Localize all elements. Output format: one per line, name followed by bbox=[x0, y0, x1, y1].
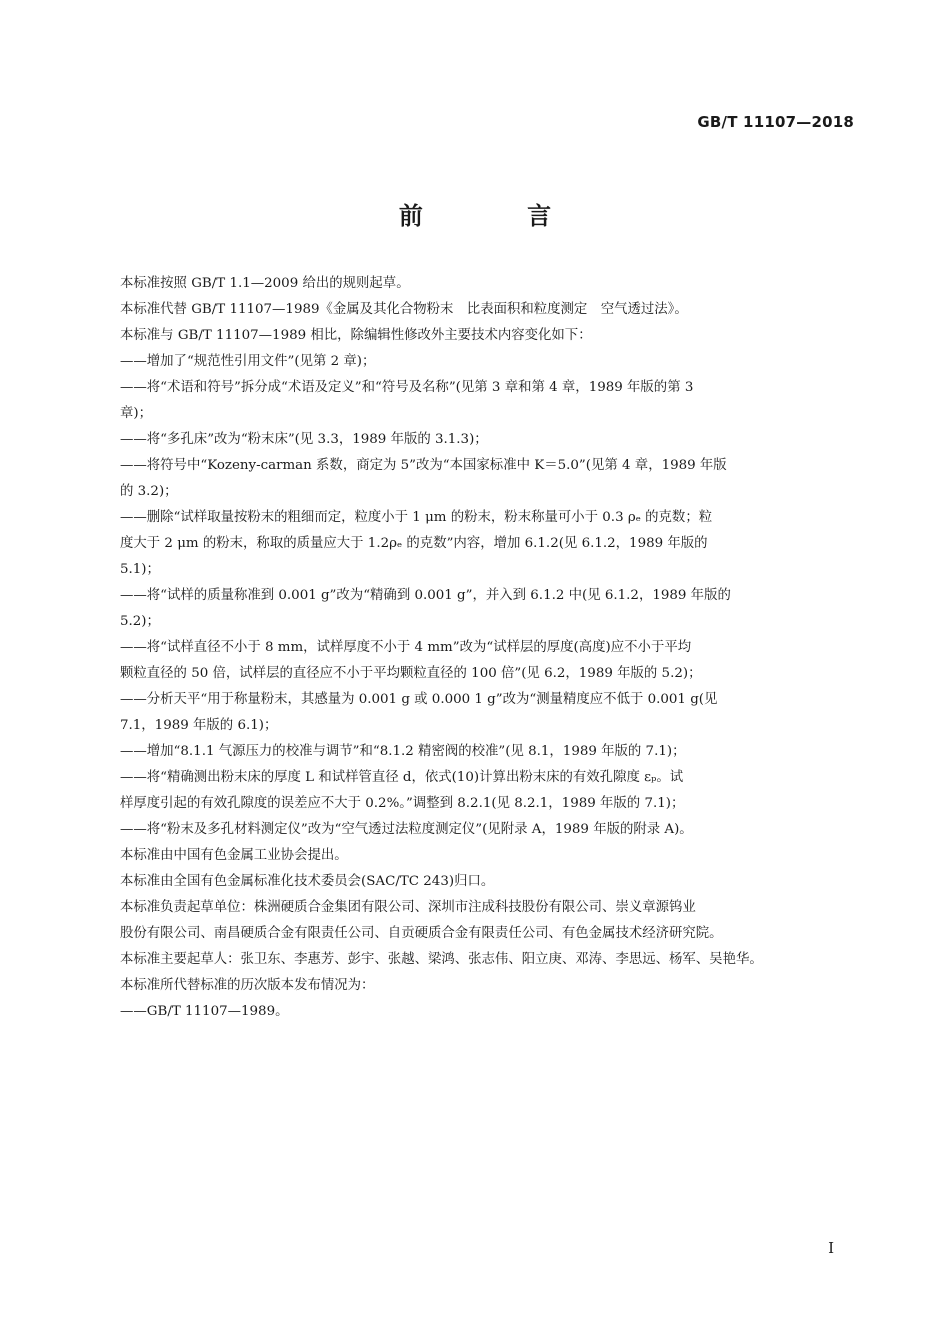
text-line: 5.2)； bbox=[120, 614, 160, 629]
text-line: 7.1，1989 年版的 6.1)； bbox=[120, 718, 278, 733]
text-line: 本标准负责起草单位：株洲硬质合金集团有限公司、深圳市注成科技股份有限公司、崇义章源钨业 bbox=[120, 900, 696, 915]
text-line: 本标准由中国有色金属工业协会提出。 bbox=[120, 848, 348, 863]
text-line: 本标准按照 GB/T 1.1—2009 给出的规则起草。 bbox=[120, 276, 410, 291]
text-line: ——将“术语和符号”拆分成“术语及定义”和“符号及名称”(见第 3 章和第 4 章，1989 年版的第 3 bbox=[120, 380, 694, 395]
text-line: ——分析天平“用于称量粉末，其感量为 0.001 g 或 0.000 1 g”改为“测量精度应不低于 0.001 g(见 bbox=[120, 692, 718, 707]
text-line: ——GB/T 11107—1989。 bbox=[120, 1004, 289, 1019]
text-line: 度大于 2 μm 的粉末，称取的质量应大于 1.2ρₑ 的克数”内容，增加 6.1.2(见 6.1.2，1989 年版的 bbox=[120, 536, 708, 551]
page-number: I bbox=[828, 1239, 834, 1257]
text-line: 样厚度引起的有效孔隙度的误差应不大于 0.2%。”调整到 8.2.1(见 8.2.1，1989 年版的 7.1)； bbox=[120, 796, 685, 811]
text-line: ——增加了“规范性引用文件”(见第 2 章)； bbox=[120, 354, 376, 369]
text-line: 本标准与 GB/T 11107—1989 相比，除编辑性修改外主要技术内容变化如下： bbox=[120, 328, 592, 343]
text-line: 的 3.2)； bbox=[120, 484, 178, 499]
text-line: ——将符号中“Kozeny-carman 系数，商定为 5”改为“本国家标准中 K＝5.0”(见第 4 章，1989 年版 bbox=[120, 458, 727, 473]
text-line: ——将“多孔床”改为“粉末床”(见 3.3，1989 年版的 3.1.3)； bbox=[120, 432, 488, 447]
text-line: ——将“试样的质量称准到 0.001 g”改为“精确到 0.001 g”，并入到 6.1.2 中(见 6.1.2，1989 年版的 bbox=[120, 588, 731, 603]
text-line: 颗粒直径的 50 倍，试样层的直径应不小于平均颗粒直径的 100 倍”(见 6.2，1989 年版的 5.2)； bbox=[120, 666, 702, 681]
text-line: ——将“精确测出粉末床的厚度 L 和试样管直径 d，依式(10)计算出粉末床的有效孔隙度 εₚ。试 bbox=[120, 770, 684, 785]
text-line: ——将“粉末及多孔材料测定仪”改为“空气透过法粒度测定仪”(见附录 A，1989 年版的附录 A)。 bbox=[120, 822, 693, 837]
text-line: 本标准主要起草人：张卫东、李惠芳、彭宇、张越、梁鸿、张志伟、阳立庚、邓涛、李思远、杨军、吴艳华。 bbox=[120, 952, 763, 967]
page-title: 前 言 bbox=[398, 202, 600, 230]
text-line: 章)； bbox=[120, 406, 153, 421]
text-line: ——增加“8.1.1 气源压力的校准与调节”和“8.1.2 精密阀的校准”(见 8.1，1989 年版的 7.1)； bbox=[120, 744, 686, 759]
text-line: 5.1)； bbox=[120, 562, 160, 577]
foreword-body bbox=[120, 271, 856, 1025]
text-line: 本标准所代替标准的历次版本发布情况为： bbox=[120, 978, 375, 993]
text-line: 本标准由全国有色金属标准化技术委员会(SAC/TC 243)归口。 bbox=[120, 874, 495, 889]
text-line: 本标准代替 GB/T 11107—1989《金属及其化合物粉末 比表面积和粒度测定 空气透过法》。 bbox=[120, 302, 688, 317]
standard-code: GB/T 11107—2018 bbox=[697, 113, 854, 131]
text-line: ——将“试样直径不小于 8 mm，试样厚度不小于 4 mm”改为“试样层的厚度(高度)应不小于平均 bbox=[120, 640, 692, 655]
text-line: ——删除“试样取量按粉末的粗细而定，粒度小于 1 μm 的粉末，粉末称量可小于 0.3 ρₑ 的克数；粒 bbox=[120, 510, 713, 525]
text-line: 股份有限公司、南昌硬质合金有限责任公司、自贡硬质合金有限责任公司、有色金属技术经济研究院。 bbox=[120, 926, 723, 941]
